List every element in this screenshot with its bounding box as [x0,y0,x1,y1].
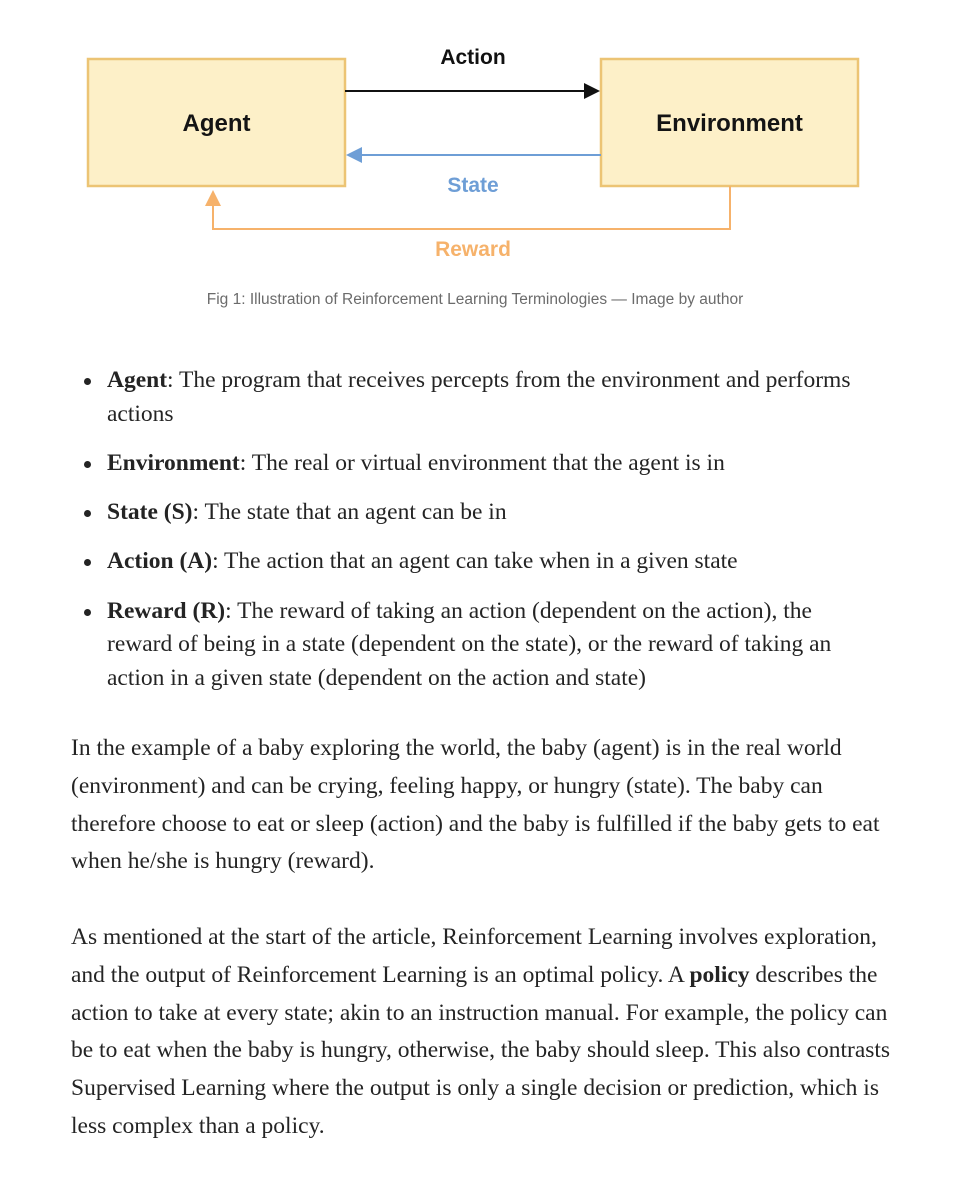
definition-text: : The real or virtual environment that the agent is in [239,449,725,476]
policy-paragraph-intro: As mentioned at the start of the article, Reinforcement Learning involves exploration, and the output of Reinforcement Learning is an optimal policy. A [71,924,877,988]
definition-term: Reward (R) [107,597,226,624]
list-item [80,545,880,579]
policy-term: policy [689,961,750,988]
action-label: Action [440,46,506,69]
agent-label: Agent [182,110,251,137]
definition-term: Environment [107,449,240,476]
reward-label: Reward [435,238,511,261]
definition-text: : The state that an agent can be in [192,499,507,526]
definition-list [80,364,880,711]
definition-text: : The reward of taking an action (dependent on the action), the reward of being in a state (dependent on the state), or the reward of taking an action in a given state (dependent on the action and state) [107,597,832,691]
policy-paragraph [71,919,891,1146]
state-arrowhead [346,147,362,163]
figure-caption: Fig 1: Illustration of Reinforcement Learning Terminologies — Image by author [206,291,744,308]
environment-label: Environment [656,110,803,137]
bullet-dot [84,461,91,468]
definition-term: State (S) [107,499,193,526]
definition-text: : The program that receives percepts from the environment and performs actions [107,367,851,427]
bullet-dot [84,378,91,385]
list-item [80,364,880,431]
action-arrowhead [584,83,600,99]
bullet-dot [84,609,91,616]
policy-paragraph-rest: describes the action to take at every state; akin to an instruction manual. For example, the policy can be to eat when the baby is hungry, otherwise, the baby should sleep. This also contrasts Supervised Learning where the output is only a single decision or prediction, which is less complex than a policy. [71,961,891,1139]
baby-example-paragraph: In the example of a baby exploring the world, the baby (agent) is in the real world (environment) and can be crying, feeling happy, or hungry (state). The baby can therefore choose to eat or sleep (action) and the baby is fulfilled if the baby gets to eat when he/she is hungry (reward). [71,735,880,875]
state-label: State [447,174,499,197]
bullet-dot [84,510,91,517]
definition-text: : The action that an agent can take when in a given state [212,548,738,575]
definition-term: Action (A) [107,548,213,575]
rl-diagram-figure [0,0,965,330]
list-item [80,595,880,696]
reward-arrowhead [205,190,221,206]
bullet-dot [84,559,91,566]
list-item [80,496,880,530]
list-item [80,447,880,481]
definition-term: Agent [107,367,168,393]
